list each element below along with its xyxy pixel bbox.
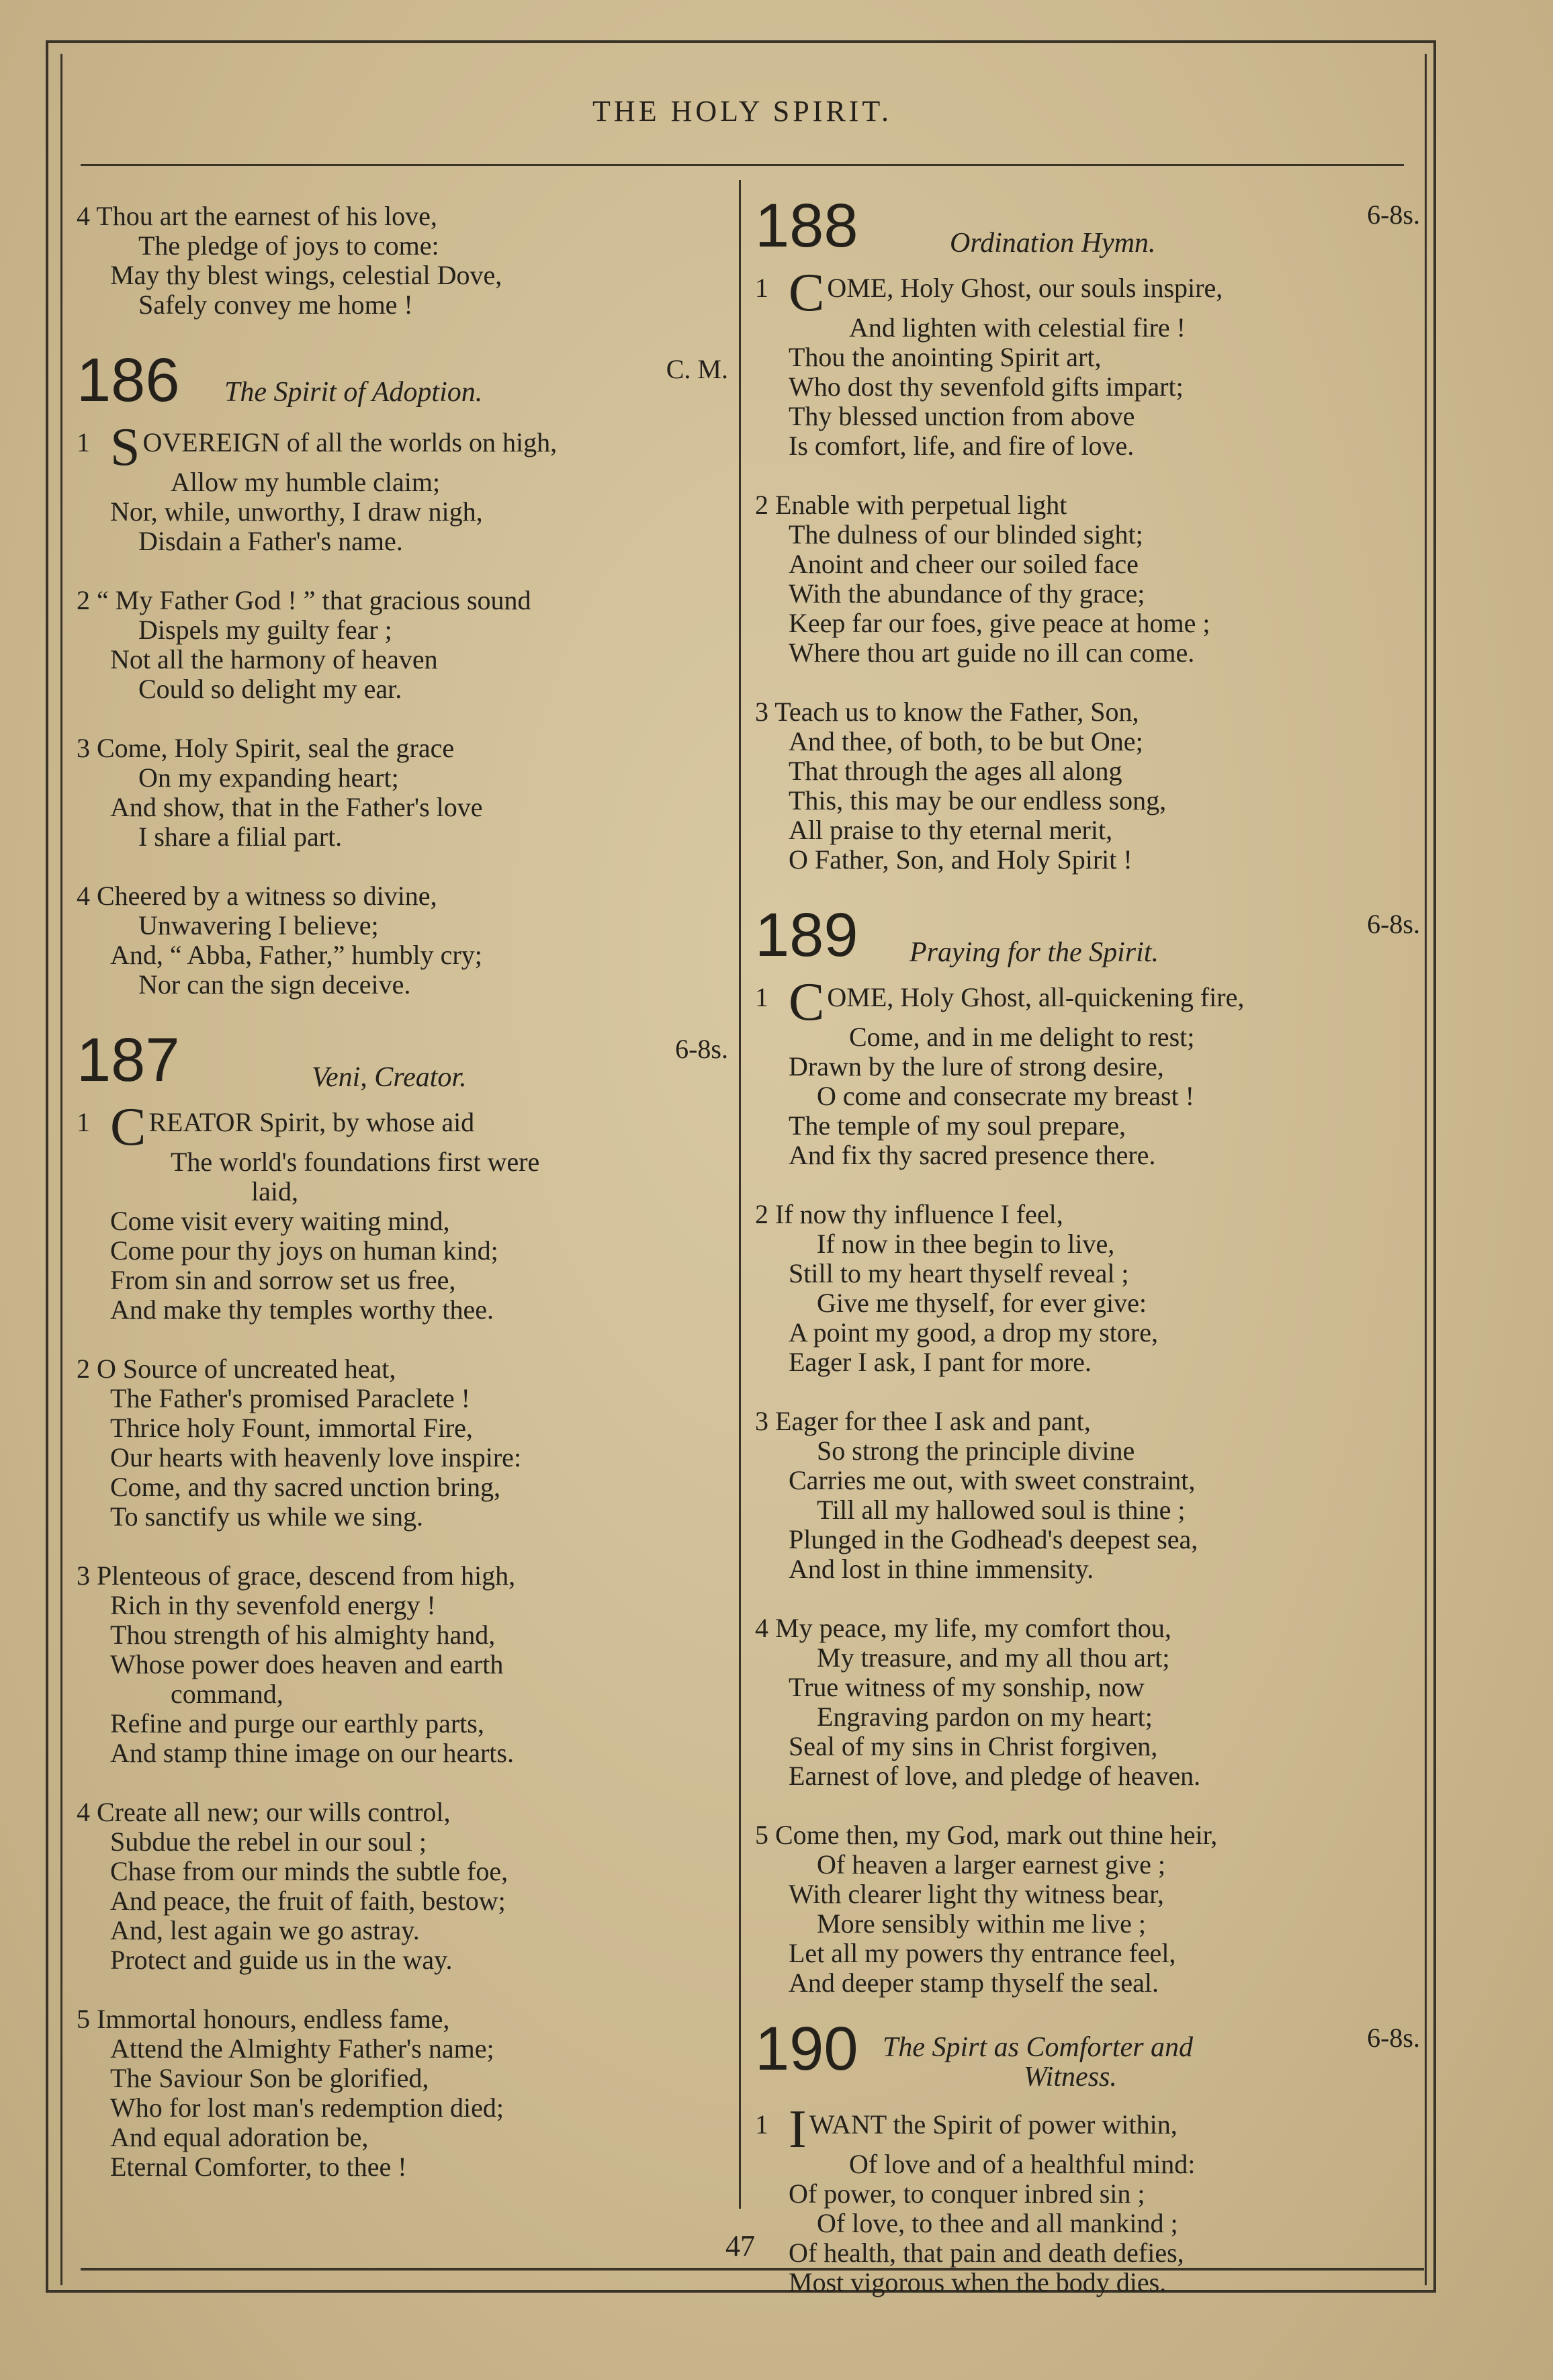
drop-cap: S xyxy=(110,418,140,477)
verse-line: 3 Come, Holy Spirit, seal the grace xyxy=(77,733,455,763)
verse-line: Let all my powers thy entrance feel, xyxy=(789,1938,1176,1968)
verse-line: And, “ Abba, Father,” humbly cry; xyxy=(110,940,482,970)
verse-line: And make thy temples worthy thee. xyxy=(110,1294,494,1325)
verse-line: The pledge of joys to come: xyxy=(138,230,439,261)
page-number: 47 xyxy=(725,2230,755,2262)
verse xyxy=(755,1200,1420,1377)
verse-line: May thy blest wings, celestial Dove, xyxy=(110,260,502,290)
verse-line: Our hearts with heavenly love inspire: xyxy=(110,1442,522,1472)
hymn-number: 187 xyxy=(77,1026,180,1094)
verse-line: That through the ages all along xyxy=(789,756,1122,786)
hymn-title: Veni, Creator. xyxy=(312,1062,467,1093)
hymn-title: The Spirit of Adoption. xyxy=(224,377,483,408)
verse-line: OME, Holy Ghost, all-quickening fire, xyxy=(827,982,1245,1012)
verse-line: Still to my heart thyself reveal ; xyxy=(789,1258,1129,1288)
hymn-meter: 6-8s. xyxy=(1367,200,1420,230)
verse-line: Allow my humble claim; xyxy=(171,467,441,497)
verse-line: command, xyxy=(171,1679,283,1709)
verse-line: Nor can the sign deceive. xyxy=(138,969,411,1000)
hymn-number: 188 xyxy=(755,191,858,260)
verse-line: Rich in thy sevenfold energy ! xyxy=(110,1590,436,1620)
verse-line: 2 If now thy influence I feel, xyxy=(755,1199,1063,1229)
verse-number: 1 xyxy=(77,1107,90,1137)
verse-line: Most vigorous when the body dies. xyxy=(789,2267,1167,2297)
verse-line: laid, xyxy=(251,1176,298,1206)
verse-line: The world's foundations first were xyxy=(171,1147,540,1177)
verse-line: Of love and of a healthful mind: xyxy=(849,2149,1196,2179)
verse-line: 3 Teach us to know the Father, Son, xyxy=(755,697,1139,727)
verse-line: And fix thy sacred presence there. xyxy=(789,1140,1156,1170)
hymn-title: Ordination Hymn. xyxy=(950,228,1156,259)
verse-line: On my expanding heart; xyxy=(138,762,399,793)
verse-line: Earnest of love, and pledge of heaven. xyxy=(789,1761,1201,1791)
verse-line: Plunged in the Godhead's deepest sea, xyxy=(789,1524,1198,1554)
verse-line: Who dost thy sevenfold gifts impart; xyxy=(789,371,1184,402)
hymn-title: Praying for the Spirit. xyxy=(909,937,1159,968)
verse-line: Of health, that pain and death defies, xyxy=(789,2238,1184,2268)
hymn-heading xyxy=(755,901,1420,971)
verse-line: Disdain a Father's name. xyxy=(138,526,403,556)
verse-line: Thou the anointing Spirit art, xyxy=(789,342,1102,372)
verse-line: And show, that in the Father's love xyxy=(110,792,483,822)
page-header: THE HOLY SPIRIT. xyxy=(592,95,892,128)
verse-line: Could so delight my ear. xyxy=(138,674,402,704)
verse-line: 4 Thou art the earnest of his love, xyxy=(77,201,437,231)
verse xyxy=(77,1098,728,1325)
verse-number: 1 xyxy=(755,2109,768,2140)
verse xyxy=(755,490,1420,668)
verse-line: Engraving pardon on my heart; xyxy=(817,1702,1153,1732)
verse-line: True witness of my sonship, now xyxy=(789,1672,1145,1702)
verse-line: Where thou art guide no ill can come. xyxy=(789,637,1195,668)
header-rule xyxy=(81,164,1404,166)
verse-line: Keep far our foes, give peace at home ; xyxy=(789,608,1210,638)
verse-line: Eternal Comforter, to thee ! xyxy=(110,2152,407,2182)
hymn-number: 186 xyxy=(77,346,180,414)
verse xyxy=(77,2004,728,2182)
hymn-number: 189 xyxy=(755,901,858,969)
verse xyxy=(755,697,1420,875)
verse xyxy=(755,1614,1420,1791)
verse-line: 4 Cheered by a witness so divine, xyxy=(77,881,437,911)
verse-line: O Father, Son, and Holy Spirit ! xyxy=(789,844,1133,875)
hymn-heading xyxy=(755,191,1420,262)
verse-line: And peace, the fruit of faith, bestow; xyxy=(110,1886,506,1916)
verse-line: Come visit every waiting mind, xyxy=(110,1206,450,1236)
verse-line: If now in thee begin to live, xyxy=(817,1229,1115,1259)
verse-line: Subdue the rebel in our soul ; xyxy=(110,1826,427,1857)
verse-line: And, lest again we go astray. xyxy=(110,1915,420,1945)
verse-line: Unwavering I believe; xyxy=(138,910,379,940)
verse-line: Seal of my sins in Christ forgiven, xyxy=(789,1731,1158,1761)
verse-line: With the abundance of thy grace; xyxy=(789,578,1145,609)
verse-line: And lighten with celestial fire ! xyxy=(849,312,1186,343)
verse-line: Protect and guide us in the way. xyxy=(110,1945,453,1975)
drop-cap: C xyxy=(789,263,825,322)
verse-line: 4 Create all new; our wills control, xyxy=(77,1797,451,1827)
hymn-title: The Spirt as Comforter and xyxy=(883,2032,1194,2063)
verse-line: My treasure, and my all thou art; xyxy=(817,1642,1170,1673)
hymn-meter: 6-8s. xyxy=(1367,2023,1420,2053)
verse-line: Nor, while, unworthy, I draw nigh, xyxy=(110,496,483,527)
verse-line: And lost in thine immensity. xyxy=(789,1554,1094,1584)
verse-line: Thou strength of his almighty hand, xyxy=(110,1620,496,1650)
verse xyxy=(755,1407,1420,1584)
verse xyxy=(755,263,1420,461)
verse-line: Thy blessed unction from above xyxy=(789,401,1135,431)
verse-line: The Saviour Son be glorified, xyxy=(110,2063,429,2093)
verse-line: Safely convey me home ! xyxy=(138,290,413,320)
drop-cap: C xyxy=(789,973,825,1032)
verse-line: More sensibly within me live ; xyxy=(817,1908,1146,1939)
verse xyxy=(77,1561,728,1768)
column-divider xyxy=(739,180,741,2209)
verse-line: Not all the harmony of heaven xyxy=(110,644,438,674)
verse xyxy=(77,586,728,704)
verse-line: I share a filial part. xyxy=(138,822,343,852)
verse-line: Attend the Almighty Father's name; xyxy=(110,2033,494,2064)
hymn-number: 190 xyxy=(755,2015,858,2083)
hymn-title-continued: Witness. xyxy=(1024,2062,1117,2092)
verse-line: Come, and thy sacred unction bring, xyxy=(110,1472,500,1502)
verse-line: 3 Plenteous of grace, descend from high, xyxy=(77,1560,516,1591)
verse-line: To sanctify us while we sing. xyxy=(110,1501,424,1532)
verse xyxy=(77,734,728,852)
verse-line: Drawn by the lure of strong desire, xyxy=(789,1051,1164,1082)
verse-line: REATOR Spirit, by whose aid xyxy=(148,1107,475,1137)
hymn-meter: 6-8s. xyxy=(1367,909,1420,939)
hymn-heading xyxy=(77,346,728,416)
verse-line: 2 Enable with perpetual light xyxy=(755,490,1067,520)
verse-line: Anoint and cheer our soiled face xyxy=(789,549,1139,579)
verse-line: Of heaven a larger earnest give ; xyxy=(817,1849,1166,1880)
verse-line: Refine and purge our earthly parts, xyxy=(110,1708,484,1738)
verse-line: OVEREIGN of all the worlds on high, xyxy=(142,427,558,457)
verse-line: From sin and sorrow set us free, xyxy=(110,1265,456,1295)
verse xyxy=(77,1798,728,1975)
verse-line: Give me thyself, for ever give: xyxy=(817,1288,1147,1318)
verse-line: 5 Come then, my God, mark out thine heir, xyxy=(755,1820,1218,1850)
verse-line: Thrice holy Fount, immortal Fire, xyxy=(110,1413,473,1443)
verse-line: 2 “ My Father God ! ” that gracious sound xyxy=(77,585,531,615)
verse-line: So strong the principle divine xyxy=(817,1436,1135,1466)
verse-line: Of love, to thee and all mankind ; xyxy=(817,2208,1178,2238)
verse xyxy=(77,418,728,556)
verse-line: Come, and in me delight to rest; xyxy=(849,1022,1195,1052)
verse-line: And deeper stamp thyself the seal. xyxy=(789,1968,1159,1998)
verse-number: 1 xyxy=(77,427,90,457)
hymn-meter: C. M. xyxy=(666,354,728,384)
verse xyxy=(755,1820,1420,1998)
verse-line: 2 O Source of uncreated heat, xyxy=(77,1354,396,1384)
verse-line: 4 My peace, my life, my comfort thou, xyxy=(755,1613,1171,1643)
verse-line: Dispels my guilty fear ; xyxy=(138,615,392,645)
verse-line: And stamp thine image on our hearts. xyxy=(110,1738,514,1768)
verse-line: Who for lost man's redemption died; xyxy=(110,2092,504,2123)
verse-line: Whose power does heaven and earth xyxy=(110,1649,504,1679)
drop-cap: I xyxy=(789,2100,807,2159)
verse-number: 1 xyxy=(755,273,768,303)
hymn-heading xyxy=(77,1026,728,1096)
verse-line: And thee, of both, to be but One; xyxy=(789,726,1143,756)
verse-number: 1 xyxy=(755,982,768,1012)
verse-line: Chase from our minds the subtle foe, xyxy=(110,1856,508,1886)
verse-line: Carries me out, with sweet constraint, xyxy=(789,1465,1196,1495)
left-column xyxy=(77,202,728,2211)
verse xyxy=(77,202,728,320)
verse-line: Of power, to conquer inbred sin ; xyxy=(789,2178,1145,2209)
verse-line: With clearer light thy witness bear, xyxy=(789,1879,1164,1909)
verse-line: Eager I ask, I pant for more. xyxy=(789,1347,1092,1377)
verse xyxy=(755,973,1420,1170)
verse-line: Is comfort, life, and fire of love. xyxy=(789,431,1135,461)
right-column xyxy=(755,191,1420,2327)
verse-line: OME, Holy Ghost, our souls inspire, xyxy=(827,273,1223,303)
verse-line: 3 Eager for thee I ask and pant, xyxy=(755,1406,1091,1436)
verse-line: This, this may be our endless song, xyxy=(789,785,1167,816)
hymn-meter: 6-8s. xyxy=(675,1034,728,1064)
hymn-heading xyxy=(755,2015,1420,2099)
verse xyxy=(77,881,728,1000)
footer-rule xyxy=(81,2268,1424,2271)
verse-line: Come pour thy joys on human kind; xyxy=(110,1235,498,1266)
verse-line: 5 Immortal honours, endless fame, xyxy=(77,2004,450,2034)
verse-line: A point my good, a drop my store, xyxy=(789,1317,1158,1348)
verse-line: The dulness of our blinded sight; xyxy=(789,519,1143,549)
verse-line: Till all my hallowed soul is thine ; xyxy=(817,1495,1186,1525)
verse-line: The Father's promised Paraclete ! xyxy=(110,1383,470,1413)
drop-cap: C xyxy=(110,1098,146,1157)
verse-line: And equal adoration be, xyxy=(110,2122,369,2152)
verse-line: WANT the Spirit of power within, xyxy=(809,2109,1178,2140)
verse-line: The temple of my soul prepare, xyxy=(789,1110,1126,1141)
verse xyxy=(77,1354,728,1532)
verse-line: All praise to thy eternal merit, xyxy=(789,815,1113,845)
verse-line: O come and consecrate my breast ! xyxy=(817,1081,1194,1111)
